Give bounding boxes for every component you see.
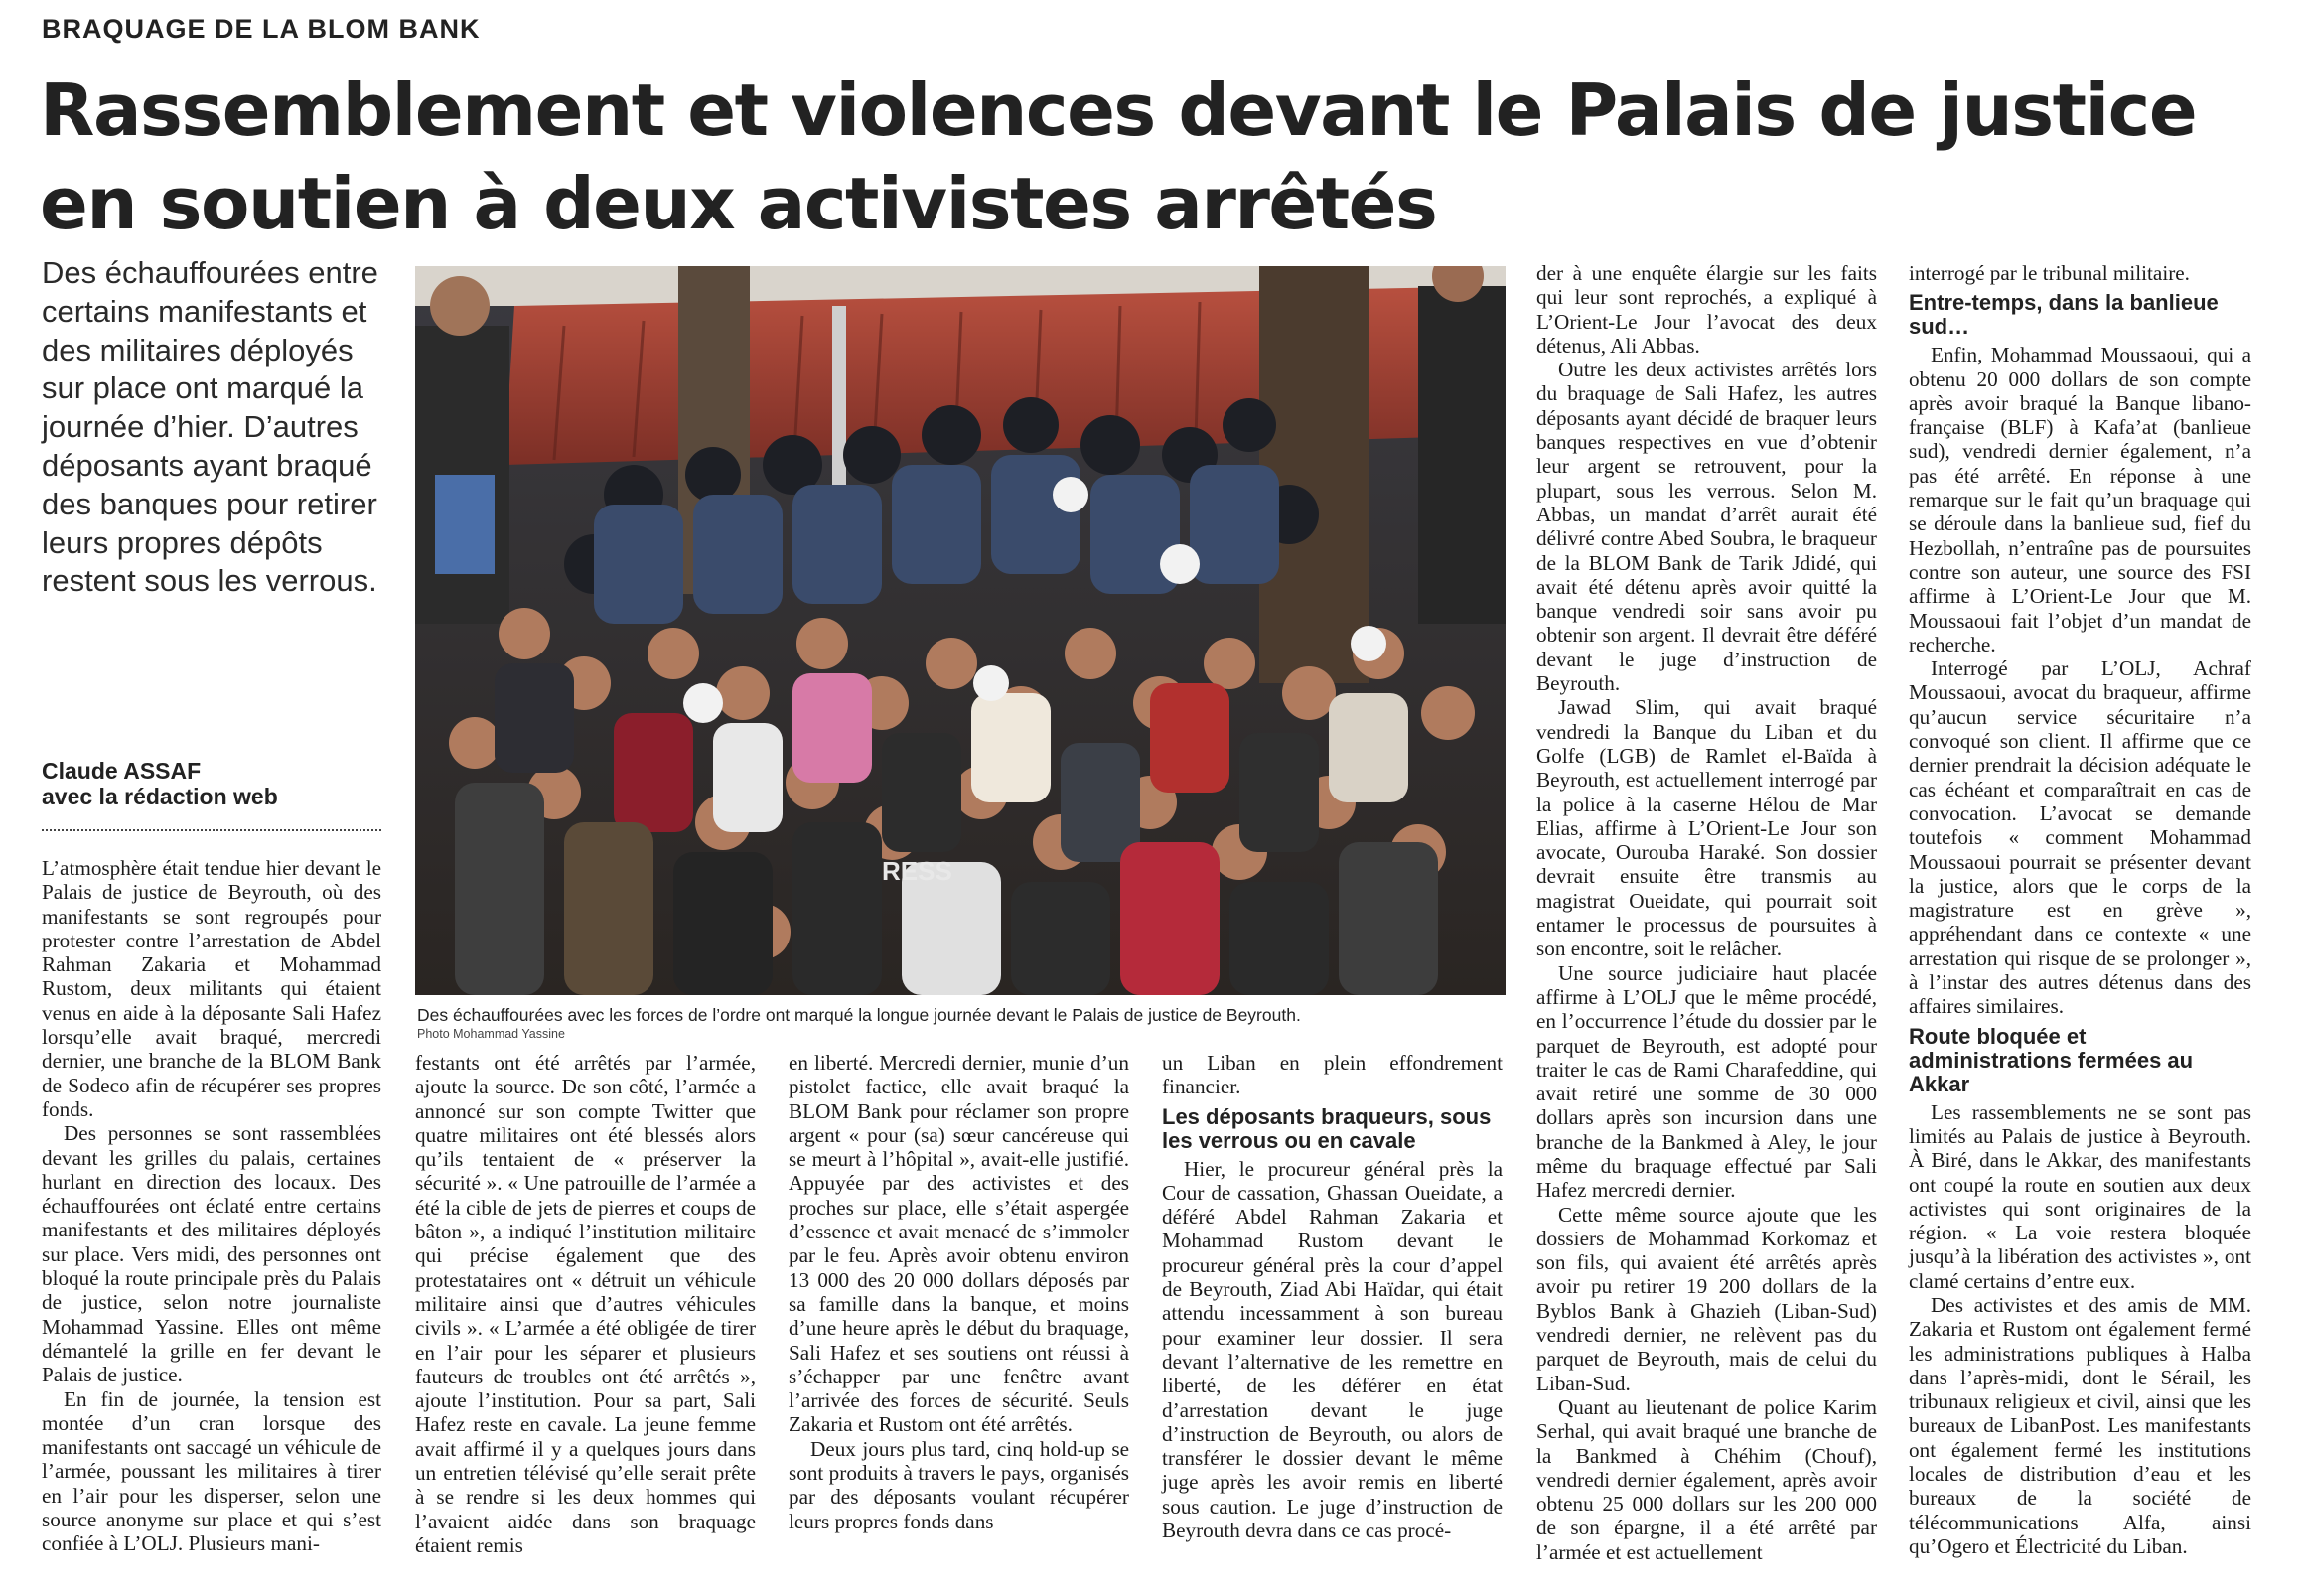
article-column-2 <box>415 1051 756 1557</box>
byline-with: avec la rédaction web <box>42 784 278 809</box>
paragraph: Outre les deux activistes arrêtés lors du braquage de Sali Hafez, les autres déposants ayant décidé de braquer leurs banques respectives en vue d’obtenir leur argent se retrouvent, pour la plupart, sous les verrous. Selon M. Abbas, un mandat d’arrêt aurait été délivré contre Abed Soubra, le braqueur de la BLOM Bank de Tarik Jdidé, qui avait été détenu après avoir quitté la banque vendredi soir sans avoir pu obtenir son argent. Il devrait être déféré devant le juge d’instruction de Beyrouth. <box>1536 358 1877 696</box>
paragraph: festants ont été arrêtés par l’armée, ajoute la source. De son côté, l’armée a annoncé sur son compte Twitter que quatre militaires ont été blessés alors qu’ils tentaient de « préserver la sécurité ». « Une patrouille de l’armée a été la cible de jets de pierres et coups de bâton », a indiqué l’institution militaire qui précise également que des protestataires ont « détruit un véhicule militaire ainsi que d’autres véhicules civils ». « L’armée a été obligée de tirer en l’air pour les séparer et plusieurs fauteurs de troubles ont été arrêtés », ajoute l’institution. Pour sa part, Sali Hafez reste en cavale. La jeune femme avait affirmé il y a quelques jours dans un entretien télévisé qu’elle serait prête à se rendre si les deux hommes qui l’avaient aidée dans son braquage étaient remis <box>415 1051 756 1557</box>
paragraph: un Liban en plein effondrement financier. <box>1162 1051 1503 1099</box>
headline-line-2: en soutien à deux activistes arrêtés <box>40 162 1437 245</box>
paragraph: En fin de journée, la tension est montée d’un cran lorsque des manifestants ont saccagé un véhicule de l’armée, poussant les militaires à tirer en l’air pour les disperser, selon une source anonyme sur place et qui s’est confiée à L’OLJ. Plusieurs mani- <box>42 1386 381 1556</box>
paragraph: en liberté. Mercredi dernier, munie d’un pistolet factice, elle avait braqué la BLOM Bank pour réclamer son propre argent « pour (sa) sœur cancéreuse qui se meurt à l’hôpital », avait-elle justifié. Appuyée par des activistes et des proches sur place, elle s’était aspergée d’essence et avait menacé de s’immoler par le feu. Après avoir obtenu environ 13 000 des 20 000 dollars déposés par sa famille dans la banque, et moins d’une heure après le début du braquage, Sali Hafez et ses soutiens ont réussi à s’échapper par une fenêtre avant l’arrivée des forces de sécurité. Seuls Zakaria et Rustom ont été arrêtés. <box>789 1051 1129 1437</box>
article-column-1 <box>42 856 381 1556</box>
byline-author: Claude ASSAF <box>42 758 202 784</box>
shirt-text: RESS <box>882 856 952 886</box>
paragraph: der à une enquête élargie sur les faits qui leur sont reprochés, a expliqué à L’Orient-Le Jour l’avocat des deux détenus, Ali Abbas. <box>1536 261 1877 358</box>
paragraph: Une source judiciaire haut placée affirme à L’OLJ que le même procédé, en l’occurrence l’étude du dossier par le parquet de Beyrouth, est adopté pour traiter le cas de Rami Charafeddine, qui avait retiré une somme de 30 000 dollars après son incursion dans une branche de la Bankmed à Aley, le jour même du braquage effectué par Sali Hafez mercredi dernier. <box>1536 960 1877 1203</box>
paragraph: L’atmosphère était tendue hier devant le Palais de justice de Beyrouth, où des manifestants se sont regroupés pour protester contre l’arrestation de Abdel Rahman Zakaria et Mohammad Rustom, deux militants qui étaient venus en aide à la déposante Sali Hafez lorsqu’elle avait braqué, mercredi dernier, une branche de la BLOM Bank de Sodeco afin de récupérer ses propres fonds. <box>42 856 381 1121</box>
paragraph: Interrogé par L’OLJ, Achraf Moussaoui, avocat du braqueur, affirme qu’aucun service sécuritaire n’a convoqué son client. Il affirme que ce dernier prendrait la décision adéquate le cas échéant et comparaîtrait en cas de convocation. L’avocat se demande toutefois « comment Mohammad Moussaoui pourrait se présenter devant la justice, alors que le corps de la magistrature est en grève », appréhendant dans ce contexte « une arrestation qui risque de se prolonger », à l’instar des autres détenus dans des affaires similaires. <box>1909 656 2251 1019</box>
subheading: Entre-temps, dans la banlieue sud… <box>1909 290 2219 340</box>
kicker: BRAQUAGE DE LA BLOM BANK <box>42 14 481 44</box>
photo-credit: Photo Mohammad Yassine <box>417 1027 565 1041</box>
paragraph: Enfin, Mohammad Moussaoui, qui a obtenu 20 000 dollars de son compte après avoir braqué la Banque libano-française (BLF) à Kafa’at (banlieue sud), vendredi dernier également, n’a pas été arrêté. En réponse à une remarque sur le fait qu’un braquage qui se déroule dans la banlieue sud, fief du Hezbollah, n’entraîne pas de poursuites contre son auteur, une source des FSI affirme à L’Orient-Le Jour que M. Moussaoui fait l’objet d’un mandat de recherche. <box>1909 343 2251 656</box>
protest-photo <box>415 266 1506 995</box>
article-column-3 <box>789 1051 1129 1533</box>
subheading: Route bloquée et administrations fermées au Akkar <box>1909 1023 2194 1096</box>
article-column-5 <box>1536 261 1877 1564</box>
byline <box>42 758 399 809</box>
paragraph: Des activistes et des amis de MM. Zakaria et Rustom ont également fermé les administrations publiques à Halba dans l’après-midi, dont le Sérail, les tribunaux religieux et civil, ainsi que les bureaux de LibanPost. Les manifestants ont également fermé les institutions locales de distribution d’eau et les bureaux de la société de télécommunications Alfa, ainsi qu’Ogero et Électricité du Liban. <box>1909 1292 2251 1558</box>
paragraph: Quant au lieutenant de police Karim Serhal, qui avait braqué une branche de la Bankmed à Chéhim (Chouf), vendredi dernier également, après avoir obtenu 25 000 dollars sur les 200 000 de son épargne, il a été arrêté par l’armée et est actuellement <box>1536 1394 1877 1564</box>
standfirst: Des échauffourées entre certains manifestants et des militaires déployés sur place ont marqué la journée d’hier. D’autres déposants ayant braqué des banques pour retirer leurs propres dépôts restent sous les verrous. <box>42 255 378 599</box>
headline-line-1: Rassemblement et violences devant le Palais de justice <box>40 69 2197 152</box>
paragraph: Cette même source ajoute que les dossiers de Mohammad Korkomaz et son fils, qui avaient été arrêtés après avoir pu retirer 19 200 dollars de la Byblos Bank à Ghazieh (Liban-Sud) vendredi dernier, ne relèvent pas du parquet de Beyrouth, mais de celui du Liban-Sud. <box>1536 1202 1877 1395</box>
paragraph: Jawad Slim, qui avait braqué vendredi la Banque du Liban et du Golfe (LGB) de Ramlet el-Baïda à Beyrouth, est actuellement interrogé par la police à la caserne Hélou de Mar Elias, affirme à L’Orient-Le Jour son avocate, Ourouba Haraké. Son dossier devrait ensuite être transmis au magistrat Oueidate, qui pourrait soit entamer le processus de poursuites à son encontre, soit le relâcher. <box>1536 695 1877 961</box>
article-column-4 <box>1162 1051 1503 1542</box>
article-column-6 <box>1909 261 2251 1558</box>
paragraph: Hier, le procureur général près la Cour de cassation, Ghassan Oueidate, a déféré Abdel Rahman Zakaria et Mohammad Rustom devant le procureur général près la cour d’appel de Beyrouth, Ziad Abi Haïdar, qui était attendu incessamment à son bureau pour examiner leur dossier. Il sera devant l’alternative de les remettre en liberté, de les déférer en état d’arrestation devant le juge d’instruction de Beyrouth, ou alors de transférer le dossier devant le même juge après les avoir remis en liberté sous caution. Le juge d’instruction de Beyrouth devra dans ce cas procé- <box>1162 1156 1503 1543</box>
subheading: Les déposants braqueurs, sous les verrous ou en cavale <box>1162 1103 1492 1153</box>
photo-caption: Des échauffourées avec les forces de l’ordre ont marqué la longue journée devant le Palais de justice de Beyrouth. <box>417 1005 1301 1025</box>
paragraph: Les rassemblements ne se sont pas limités au Palais de justice à Beyrouth. À Biré, dans le Akkar, des manifestants ont coupé la route en soutien aux deux activistes qui sont originaires de la région. « La voie restera bloquée jusqu’à la libération des activistes », ont clamé certains d’entre eux. <box>1909 1099 2251 1293</box>
byline-divider <box>42 829 381 831</box>
paragraph: Deux jours plus tard, cinq hold-up se sont produits à travers le pays, organisés par des déposants voulant récupérer leurs propres fonds dans <box>789 1436 1129 1533</box>
headline <box>40 64 2197 250</box>
paragraph: Des personnes se sont rassemblées devant les grilles du palais, certaines hurlant en direction des locaux. Des échauffourées ont éclaté entre certains manifestants et des militaires déployés sur place. Vers midi, des personnes ont bloqué la route principale près du Palais de justice, selon notre journaliste Mohammad Yassine. Elles ont même démantelé la grille en fer devant le Palais de justice. <box>42 1121 381 1387</box>
paragraph: interrogé par le tribunal militaire. <box>1909 261 2190 285</box>
